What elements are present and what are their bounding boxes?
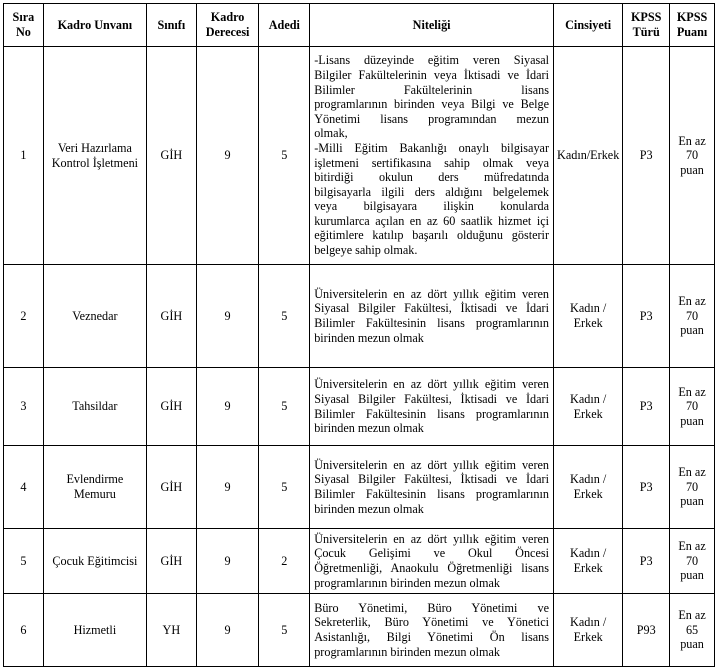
qualification-line: veya bilgisayara ilişkin konularda	[314, 199, 550, 214]
row-qualification	[310, 594, 554, 667]
row-no: 6	[4, 594, 44, 667]
row-class: GİH	[147, 47, 197, 265]
qualification-line: programlarının birinden mezun olmak	[314, 644, 501, 659]
qualification-line: birinden mezun olmak	[314, 330, 424, 345]
header-niteligi: Niteliği	[310, 4, 554, 47]
qualification-line: birinden mezun olmak	[314, 501, 424, 516]
qualification-line: Öğretmenliği, Anaokulu Öğretmenliği lisans	[314, 561, 550, 575]
qualification-line: işletmeni sertifikasına sahip olmak veya	[314, 155, 550, 170]
row-class: GİH	[147, 265, 197, 368]
qualification-line: programlarının birinden mezun olmak	[314, 575, 501, 590]
qualification-line: Çocuk Gelişimi ve Okul Öncesi	[314, 546, 550, 561]
row-kpss-type: P3	[623, 446, 670, 529]
row-qualification	[310, 446, 554, 529]
row-kpss-score: En az 70 puan	[670, 265, 715, 368]
row-count: 5	[259, 594, 310, 667]
qualification-line: Bilimler Fakültesinin lisans programlarının	[314, 316, 550, 330]
qualification-line: Bilgiler Fakültelerinin veya İktisadi ve İdari	[314, 67, 550, 82]
qualification-line: Bilimler Fakültesinin lisans programlarının	[314, 487, 550, 501]
row-no: 5	[4, 529, 44, 594]
row-qualification	[310, 265, 554, 368]
row-class: GİH	[147, 529, 197, 594]
table-row	[4, 47, 715, 265]
table-row	[4, 368, 715, 446]
qualification-line: Üniversitelerin en az dört yıllık eğitim veren	[314, 457, 550, 472]
row-gender: Kadın / Erkek	[554, 368, 623, 446]
row-kpss-type: P3	[623, 529, 670, 594]
table-row	[4, 446, 715, 529]
row-class: GİH	[147, 446, 197, 529]
row-gender: Kadın / Erkek	[554, 446, 623, 529]
qualification-line: Üniversitelerin en az dört yıllık eğitim veren	[314, 377, 550, 392]
row-count: 5	[259, 446, 310, 529]
qualification-line: Siyasal Bilgiler Fakültesi, İktisadi ve İdari	[314, 472, 550, 487]
row-degree: 9	[196, 368, 259, 446]
qualification-line: olmak,	[314, 126, 348, 141]
row-title: Evlendirme Memuru	[43, 446, 146, 529]
row-qualification	[310, 529, 554, 594]
row-degree: 9	[196, 47, 259, 265]
row-class: GİH	[147, 368, 197, 446]
row-count: 5	[259, 265, 310, 368]
row-gender: Kadın/Erkek	[554, 47, 623, 265]
row-kpss-type: P3	[623, 265, 670, 368]
qualification-line: Yönetimi lisans programından mezun	[314, 111, 550, 126]
header-cinsiyeti: Cinsiyeti	[554, 4, 623, 47]
header-sira-no: Sıra No	[4, 4, 44, 47]
row-kpss-score: En az 70 puan	[670, 529, 715, 594]
qualification-line: Üniversitelerin en az dört yıllık eğitim veren	[314, 286, 550, 301]
qualification-line: Bilimler Fakültesinin lisans programlarının	[314, 406, 550, 421]
qualification-line: Siyasal Bilgiler Fakültesi, İktisadi ve İdari	[314, 301, 550, 316]
table-row	[4, 265, 715, 368]
row-gender: Kadın / Erkek	[554, 529, 623, 594]
row-degree: 9	[196, 446, 259, 529]
header-kpss-turu: KPSS Türü	[623, 4, 670, 47]
qualification-line: Büro Yönetimi, Büro Yönetimi ve	[314, 600, 550, 615]
row-no: 2	[4, 265, 44, 368]
qualification-line: programlarının birinden veya Bilgi ve Belge	[314, 97, 550, 112]
header-adedi: Adedi	[259, 4, 310, 47]
qualification-line: belgeye sahip olmak.	[314, 243, 418, 258]
row-degree: 9	[196, 265, 259, 368]
table-row	[4, 594, 715, 667]
row-gender: Kadın / Erkek	[554, 265, 623, 368]
qualification-line: Bilimler Fakültelerinin lisans	[314, 82, 550, 97]
qualification-line: birinden mezun olmak	[314, 421, 424, 436]
row-gender: Kadın / Erkek	[554, 594, 623, 667]
row-kpss-type: P93	[623, 594, 670, 667]
qualification-line: kurumlarca açılan en az 60 saatlik hizmet içi	[314, 213, 550, 228]
row-title: Veznedar	[43, 265, 146, 368]
row-no: 1	[4, 47, 44, 265]
row-qualification	[310, 47, 554, 265]
row-no: 3	[4, 368, 44, 446]
qualification-line: Siyasal Bilgiler Fakültesi, İktisadi ve İdari	[314, 391, 550, 406]
qualification-line: Asistanlığı, Bilgi Yönetimi Ön lisans	[314, 630, 550, 644]
row-title: Çocuk Eğitimcisi	[43, 529, 146, 594]
header-kadro-unvani: Kadro Unvanı	[43, 4, 146, 47]
row-kpss-type: P3	[623, 47, 670, 265]
row-degree: 9	[196, 529, 259, 594]
qualification-line: bitirdiği okulun ders müfredatında	[314, 170, 550, 185]
row-kpss-score: En az 65 puan	[670, 594, 715, 667]
qualification-line: -Lisans düzeyinde eğitim veren Siyasal	[314, 53, 550, 68]
header-row	[4, 4, 715, 47]
row-title: Veri Hazırlama Kontrol İşletmeni	[43, 47, 146, 265]
row-title: Tahsildar	[43, 368, 146, 446]
header-kpss-puani: KPSS Puanı	[670, 4, 715, 47]
row-kpss-score: En az 70 puan	[670, 47, 715, 265]
qualification-line: Sekreterlik, Büro Yönetimi ve Yönetici	[314, 615, 550, 630]
row-kpss-score: En az 70 puan	[670, 446, 715, 529]
qualification-line: Üniversitelerin en az dört yıllık eğitim veren	[314, 531, 550, 546]
row-count: 5	[259, 368, 310, 446]
table-row	[4, 529, 715, 594]
qualification-line: bilgisayarla ilgili ders aldığını belgelemek	[314, 184, 550, 199]
positions-table	[3, 3, 715, 667]
row-title: Hizmetli	[43, 594, 146, 667]
row-degree: 9	[196, 594, 259, 667]
row-kpss-score: En az 70 puan	[670, 368, 715, 446]
qualification-line: eğitimlere katılıp başarılı olduğunu gösterir	[314, 228, 550, 243]
header-sinifi: Sınıfı	[147, 4, 197, 47]
row-kpss-type: P3	[623, 368, 670, 446]
qualification-line: -Milli Eğitim Bakanlığı onaylı bilgisayar	[314, 140, 550, 155]
header-kadro-derecesi: Kadro Derecesi	[196, 4, 259, 47]
row-no: 4	[4, 446, 44, 529]
row-count: 5	[259, 47, 310, 265]
row-qualification	[310, 368, 554, 446]
row-class: YH	[147, 594, 197, 667]
row-count: 2	[259, 529, 310, 594]
